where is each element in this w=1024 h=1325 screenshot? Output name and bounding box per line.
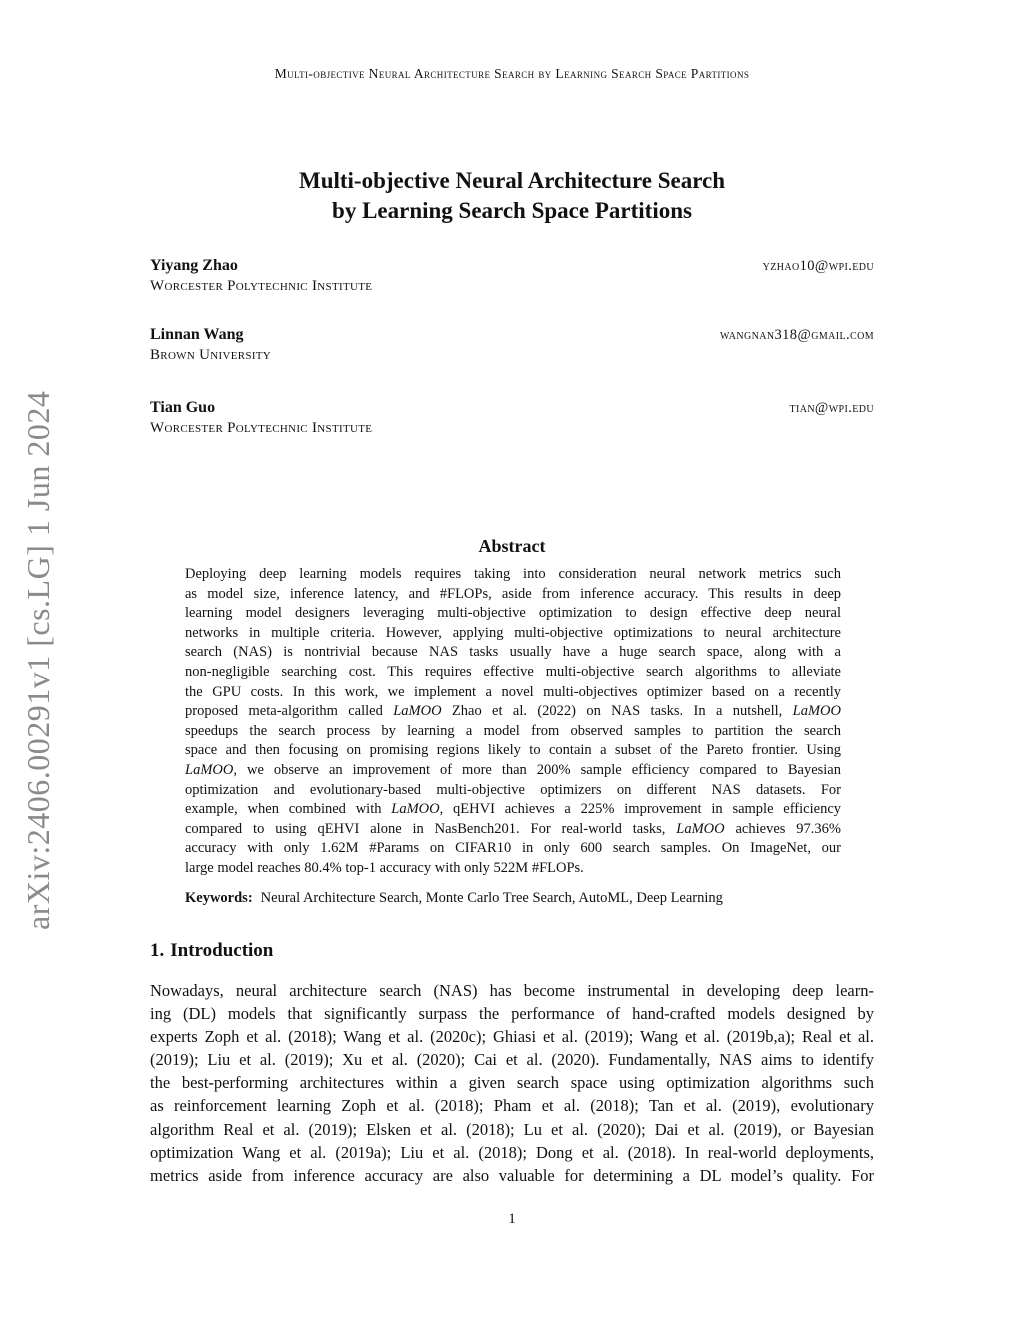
method-name: LaMOO [676, 820, 725, 837]
title-line-1: Multi-objective Neural Architecture Search [298, 168, 726, 193]
abstract-line: networks in multiple criteria. However, applying multi-objective optimizations to neural architecture [185, 624, 841, 641]
body-line: ing (DL) models that significantly surpass the performance of hand-crafted models designed by [150, 1004, 874, 1024]
section-title: Introduction [170, 940, 274, 961]
abstract-line: LaMOO, we observe an improvement of more than 200% sample efficiency compared to Bayesian [185, 761, 841, 778]
abstract-line: speedups the search process by learning a model from observed samples to partition the search [185, 722, 841, 739]
method-name: LaMOO [391, 801, 440, 818]
author-email[interactable]: tian@wpi.edu [789, 400, 874, 416]
abstract-line: space and then focusing on promising regions likely to contain a subset of the Pareto frontier. Using [185, 742, 841, 759]
abstract-line: accuracy with only 1.62M #Params on CIFAR10 in only 600 search samples. On ImageNet, our [185, 840, 841, 857]
author-block [150, 398, 874, 438]
keywords-text: Neural Architecture Search, Monte Carlo Tree Search, AutoML, Deep Learning [260, 890, 723, 906]
keywords [185, 888, 841, 908]
author-name: Linnan Wang [150, 326, 244, 343]
method-name: LaMOO [185, 761, 234, 778]
abstract-line: the GPU costs. In this work, we implement a novel multi-objectives optimizer based on a recently [185, 683, 841, 700]
author-email[interactable]: wangnan318@gmail.com [720, 327, 874, 343]
abstract-body [185, 565, 841, 879]
introduction-paragraph [150, 979, 874, 1187]
abstract-line: as model size, inference latency, and #FLOPs, aside from inference accuracy. This results in deep [185, 585, 841, 602]
page-number: 1 [508, 1211, 516, 1227]
body-line: (2019); Liu et al. (2019); Xu et al. (2020); Cai et al. (2020). Fundamentally, NAS aims to identify [150, 1050, 874, 1070]
body-line: as reinforcement learning Zoph et al. (2018); Pham et al. (2018); Tan et al. (2019), evolutionary [150, 1096, 874, 1116]
author-name: Tian Guo [150, 399, 216, 416]
abstract-line: compared to using qEHVI alone in NasBench201. For real-world tasks, LaMOO achieves 97.36% [185, 820, 841, 837]
abstract-line: optimization and evolutionary-based multi-objective optimizers on different NAS datasets. For [185, 781, 841, 798]
keywords-label: Keywords: [185, 890, 253, 906]
abstract-line: learning model designers leveraging multi-objective optimization to design effective deep neural [185, 605, 841, 622]
abstract-line: proposed meta-algorithm called LaMOO Zhao et al. (2022) on NAS tasks. In a nutshell, LaMOO [185, 703, 841, 720]
body-line: algorithm Real et al. (2019); Elsken et al. (2018); Lu et al. (2020); Dai et al. (2019), or Bayesian [150, 1119, 874, 1139]
abstract-line: non-negligible searching cost. This requires effective multi-objective search algorithms to alleviate [185, 663, 841, 680]
author-block [150, 325, 874, 365]
method-name: LaMOO [393, 703, 442, 720]
abstract-line: example, when combined with LaMOO, qEHVI achieves a 225% improvement in sample efficiency [185, 801, 842, 818]
body-line: optimization Wang et al. (2019a); Liu et al. (2018); Dong et al. (2018). In real-world deployments, [150, 1142, 874, 1162]
arxiv-identifier-stamp: arXiv:2406.00291v1 [cs.LG] 1 Jun 2024 [20, 390, 56, 930]
abstract-line: large model reaches 80.4% top-1 accuracy with only 522M #FLOPs. [185, 859, 584, 876]
body-line: experts Zoph et al. (2018); Wang et al. (2020c); Ghiasi et al. (2019); Wang et al. (2019b,a); Real et al. [150, 1027, 874, 1047]
title-line-2: by Learning Search Space Partitions [332, 198, 692, 223]
abstract-heading: Abstract [478, 536, 546, 556]
body-line: the best-performing architectures within a given search space using optimization algorithms such [150, 1073, 874, 1093]
abstract-line: search (NAS) is nontrivial because NAS tasks usually have a huge search space, along with a [185, 644, 841, 661]
author-affiliation: Worcester Polytechnic Institute [150, 420, 373, 436]
paper-title [150, 166, 874, 226]
body-line: metrics aside from inference accuracy are also valuable for determining a DL model’s quality. For [150, 1165, 874, 1185]
author-affiliation: Brown University [150, 347, 272, 363]
running-head: Multi-objective Neural Architecture Search by Learning Search Space Partitions [274, 66, 750, 81]
method-name: LaMOO [792, 703, 841, 720]
abstract-line: Deploying deep learning models requires taking into consideration neural network metrics such [185, 566, 841, 582]
author-block [150, 256, 874, 296]
section-heading [150, 940, 273, 962]
section-number: 1. [150, 940, 165, 961]
author-name: Yiyang Zhao [150, 257, 238, 274]
author-email[interactable]: yzhao10@wpi.edu [762, 258, 874, 274]
body-line: Nowadays, neural architecture search (NAS) has become instrumental in developing deep learn- [150, 981, 874, 1000]
author-affiliation: Worcester Polytechnic Institute [150, 278, 373, 294]
